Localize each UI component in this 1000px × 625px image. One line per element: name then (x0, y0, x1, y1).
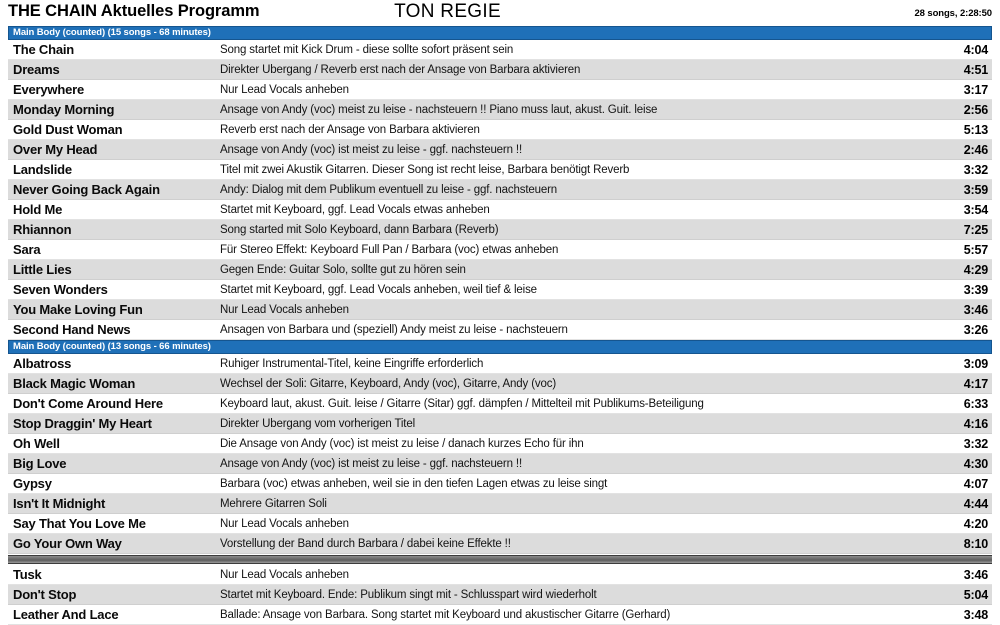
song-title: Gold Dust Woman (13, 122, 123, 137)
song-title: Sara (13, 242, 41, 257)
song-title: Dreams (13, 62, 60, 77)
song-duration: 4:07 (963, 476, 988, 491)
table-row[interactable] (8, 414, 992, 434)
song-note: Keyboard laut, akust. Guit. leise / Gitarre (Sitar) ggf. dämpfen / Mittelteil mit Publikums-Beteiligung (220, 397, 704, 410)
table-row[interactable] (8, 180, 992, 200)
song-duration: 4:20 (963, 516, 988, 531)
song-title: Albatross (13, 356, 72, 371)
song-note: Ansagen von Barbara und (speziell) Andy meist zu leise - nachsteuern (220, 323, 568, 336)
song-duration: 3:09 (963, 356, 988, 371)
table-row[interactable] (8, 374, 992, 394)
song-duration: 6:33 (963, 396, 988, 411)
song-title: Don't Come Around Here (13, 396, 163, 411)
song-title: Never Going Back Again (13, 182, 160, 197)
table-row[interactable] (8, 494, 992, 514)
song-note: Song started mit Solo Keyboard, dann Barbara (Reverb) (220, 223, 499, 236)
song-title: The Chain (13, 42, 75, 57)
song-duration: 3:17 (963, 82, 988, 97)
song-note: Gegen Ende: Guitar Solo, sollte gut zu hören sein (220, 263, 466, 276)
song-duration: 3:46 (963, 302, 988, 317)
table-row[interactable] (8, 220, 992, 240)
song-duration: 3:54 (963, 202, 988, 217)
table-row[interactable] (8, 260, 992, 280)
song-note: Reverb erst nach der Ansage von Barbara aktivieren (220, 123, 480, 136)
song-note: Direkter Übergang vom vorherigen Titel (220, 417, 415, 430)
song-note: Nur Lead Vocals anheben (220, 83, 349, 96)
table-row[interactable] (8, 280, 992, 300)
song-title: Say That You Love Me (13, 516, 146, 531)
table-row[interactable] (8, 140, 992, 160)
page-title: THE CHAIN Aktuelles Programm (8, 2, 260, 20)
song-duration: 5:57 (963, 242, 988, 257)
song-title: Big Love (13, 456, 67, 471)
song-title: Hold Me (13, 202, 63, 217)
song-note: Ballade: Ansage von Barbara. Song startet mit Keyboard und akustischer Gitarre (Gerhard) (220, 608, 671, 621)
song-title: Over My Head (13, 142, 98, 157)
song-note: Titel mit zwei Akustik Gitarren. Dieser Song ist recht leise, Barbara benötigt Reverb (220, 163, 630, 176)
song-duration: 7:25 (963, 222, 988, 237)
song-duration: 4:51 (963, 62, 988, 77)
song-title: Little Lies (13, 262, 72, 277)
song-title: Isn't It Midnight (13, 496, 106, 511)
venue-title: TON REGIE (394, 1, 501, 22)
table-row[interactable] (8, 454, 992, 474)
table-row[interactable] (8, 354, 992, 374)
song-title: Oh Well (13, 436, 60, 451)
song-note: Ansage von Andy (voc) ist meist zu leise - ggf. nachsteuern !! (220, 143, 522, 156)
song-note: Startet mit Keyboard. Ende: Publikum singt mit - Schlusspart wird wiederholt (220, 588, 597, 601)
song-note: Für Stereo Effekt: Keyboard Full Pan / Barbara (voc) etwas anheben (220, 243, 559, 256)
song-title: Rhiannon (13, 222, 72, 237)
song-duration: 4:29 (963, 262, 988, 277)
song-duration: 3:26 (963, 322, 988, 337)
song-note: Nur Lead Vocals anheben (220, 517, 349, 530)
song-duration: 3:48 (963, 607, 988, 622)
song-note: Barbara (voc) etwas anheben, weil sie in den tiefen Lagen etwas zu leise singt (220, 477, 608, 490)
song-duration: 3:39 (963, 282, 988, 297)
song-title: Seven Wonders (13, 282, 108, 297)
song-note: Die Ansage von Andy (voc) ist meist zu leise / danach kurzes Echo für ihn (220, 437, 584, 450)
table-row[interactable] (8, 434, 992, 454)
song-note: Nur Lead Vocals anheben (220, 303, 349, 316)
song-duration: 5:04 (963, 587, 988, 602)
table-row[interactable] (8, 60, 992, 80)
song-note: Ansage von Andy (voc) meist zu leise - nachsteuern !! Piano muss laut, akust. Guit. leise (220, 103, 658, 116)
table-row[interactable] (8, 80, 992, 100)
table-row[interactable] (8, 585, 992, 605)
song-duration: 4:30 (963, 456, 988, 471)
table-row[interactable] (8, 320, 992, 340)
song-duration: 4:17 (963, 376, 988, 391)
song-duration: 5:13 (963, 122, 988, 137)
table-row[interactable] (8, 605, 992, 625)
table-row[interactable] (8, 394, 992, 414)
song-title: Stop Draggin' My Heart (13, 416, 152, 431)
song-note: Ansage von Andy (voc) ist meist zu leise - ggf. nachsteuern !! (220, 457, 522, 470)
song-duration: 4:04 (963, 42, 988, 57)
table-row[interactable] (8, 40, 992, 60)
song-title: Leather And Lace (13, 607, 119, 622)
table-row[interactable] (8, 120, 992, 140)
table-row[interactable] (8, 514, 992, 534)
table-row[interactable] (8, 474, 992, 494)
song-note: Mehrere Gitarren Soli (220, 497, 327, 510)
song-title: Go Your Own Way (13, 536, 122, 551)
song-note: Nur Lead Vocals anheben (220, 568, 349, 581)
song-note: Startet mit Keyboard, ggf. Lead Vocals etwas anheben (220, 203, 490, 216)
table-row[interactable] (8, 534, 992, 554)
song-duration: 3:32 (963, 436, 988, 451)
song-title: Tusk (13, 567, 42, 582)
table-row[interactable] (8, 300, 992, 320)
song-duration: 3:46 (963, 567, 988, 582)
song-duration: 4:16 (963, 416, 988, 431)
song-title: Gypsy (13, 476, 52, 491)
song-duration: 2:46 (963, 142, 988, 157)
song-title: Don't Stop (13, 587, 77, 602)
song-note: Startet mit Keyboard, ggf. Lead Vocals anheben, weil tief & leise (220, 283, 537, 296)
song-note: Andy: Dialog mit dem Publikum eventuell zu leise - ggf. nachsteuern (220, 183, 558, 196)
section-header-bar: Main Body (counted) (13 songs - 66 minutes) (8, 340, 992, 354)
page-header (0, 0, 1000, 26)
song-title: Monday Morning (13, 102, 115, 117)
song-title: Everywhere (13, 82, 84, 97)
totals-summary: 28 songs, 2:28:50 (914, 8, 992, 19)
section-header-bar: Main Body (counted) (15 songs - 68 minutes) (8, 26, 992, 40)
song-duration: 8:10 (963, 536, 988, 551)
song-note: Wechsel der Soli: Gitarre, Keyboard, Andy (voc), Gitarre, Andy (voc) (220, 377, 557, 390)
section-divider (8, 555, 992, 564)
table-row[interactable] (8, 200, 992, 220)
song-title: Black Magic Woman (13, 376, 136, 391)
song-note: Vorstellung der Band durch Barbara / dabei keine Effekte !! (220, 537, 511, 550)
table-row[interactable] (8, 565, 992, 585)
song-note: Ruhiger Instrumental-Titel, keine Eingriffe erforderlich (220, 357, 484, 370)
song-duration: 2:56 (963, 102, 988, 117)
song-title: You Make Loving Fun (13, 302, 143, 317)
song-note: Song startet mit Kick Drum - diese sollte sofort präsent sein (220, 43, 514, 56)
setlist-table (8, 26, 992, 625)
song-title: Landslide (13, 162, 72, 177)
song-duration: 3:32 (963, 162, 988, 177)
table-row[interactable] (8, 240, 992, 260)
song-note: Direkter Übergang / Reverb erst nach der Ansage von Barbara aktivieren (220, 63, 581, 76)
song-duration: 3:59 (963, 182, 988, 197)
table-row[interactable] (8, 100, 992, 120)
song-title: Second Hand News (13, 322, 131, 337)
song-duration: 4:44 (963, 496, 988, 511)
table-row[interactable] (8, 160, 992, 180)
